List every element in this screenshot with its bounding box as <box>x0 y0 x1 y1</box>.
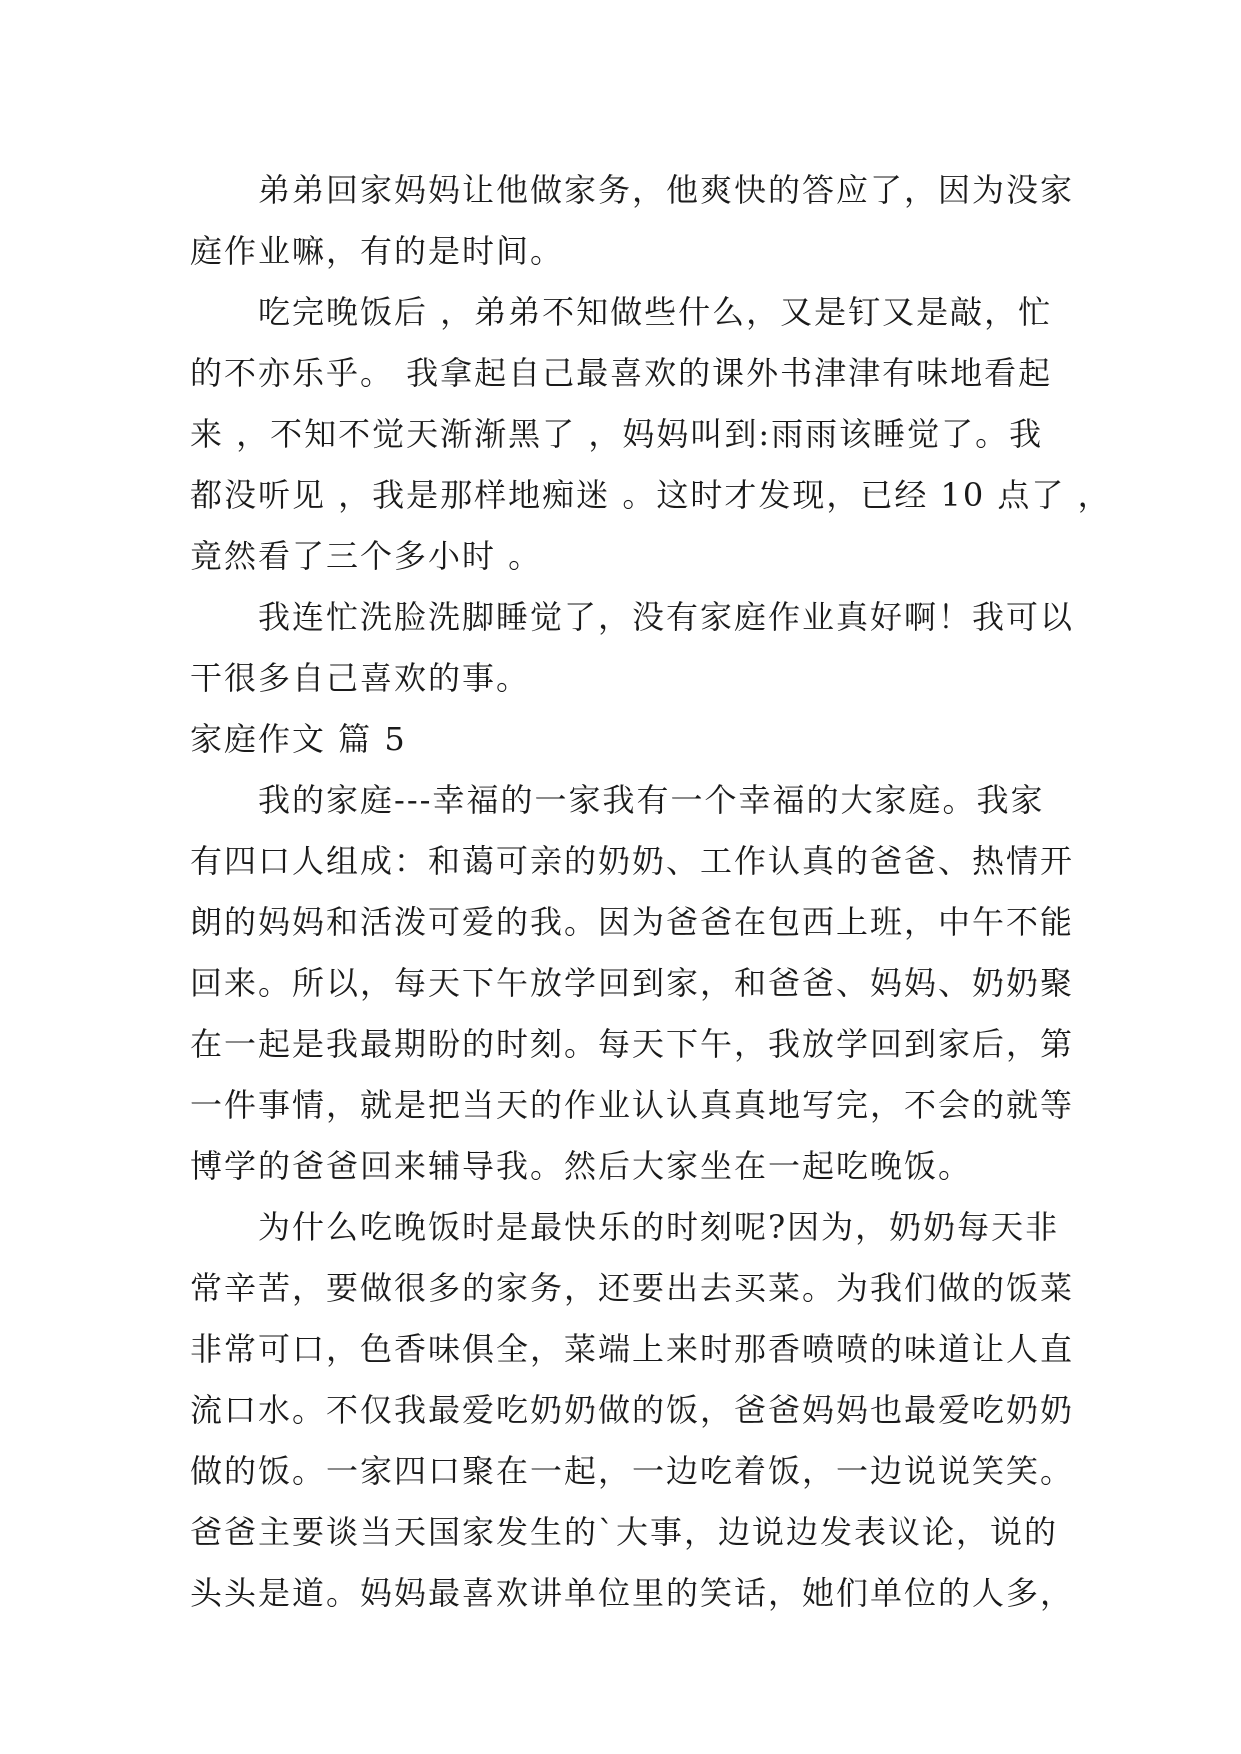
text-line: 弟弟回家妈妈让他做家务，他爽快的答应了，因为没家 <box>258 171 1075 209</box>
text-line: 为什么吃晚饭时是最快乐的时刻呢?因为，奶奶每天非 <box>258 1208 1060 1246</box>
text-line: 我连忙洗脸洗脚睡觉了，没有家庭作业真好啊！我可以 <box>258 598 1075 636</box>
text-line: 竟然看了三个多小时 。 <box>190 537 543 575</box>
document-body <box>190 160 1112 1624</box>
section-heading: 家庭作文 篇 5 <box>190 720 407 758</box>
text-line: 朗的妈妈和活泼可爱的我。因为爸爸在包西上班，中午不能 <box>190 903 1075 941</box>
text-line: 庭作业嘛，有的是时间。 <box>190 232 565 270</box>
text-line: 吃完晚饭后 ，弟弟不知做些什么，又是钉又是敲，忙 <box>258 293 1053 331</box>
text-line: 一件事情，就是把当天的作业认认真真地写完，不会的就等 <box>190 1086 1075 1124</box>
text-line: 的不亦乐乎。 我拿起自己最喜欢的课外书津津有味地看起 <box>190 354 1053 392</box>
text-line: 干很多自己喜欢的事。 <box>190 659 531 697</box>
text-line: 来 ，不知不觉天渐渐黑了 ，妈妈叫到:雨雨该睡觉了。我 <box>190 415 1044 453</box>
text-line: 做的饭。一家四口聚在一起，一边吃着饭，一边说说笑笑。 <box>190 1452 1075 1490</box>
text-line: 回来。所以，每天下午放学回到家，和爸爸、妈妈、奶奶聚 <box>190 964 1075 1002</box>
text-line: 我的家庭---幸福的一家我有一个幸福的大家庭。我家 <box>258 781 1045 819</box>
text-line: 头头是道。妈妈最喜欢讲单位里的笑话，她们单位的人多， <box>190 1574 1075 1612</box>
text-line: 博学的爸爸回来辅导我。然后大家坐在一起吃晚饭。 <box>190 1147 973 1185</box>
text-line: 流口水。不仅我最爱吃奶奶做的饭，爸爸妈妈也最爱吃奶奶 <box>190 1391 1075 1429</box>
text-line: 爸爸主要谈当天国家发生的`大事，边说边发表议论，说的 <box>190 1513 1059 1551</box>
text-line: 都没听见 ，我是那样地痴迷 。这时才发现，已经 10 点了 ， <box>190 476 1112 514</box>
text-line: 非常可口，色香味俱全，菜端上来时那香喷喷的味道让人直 <box>190 1330 1075 1368</box>
text-line: 常辛苦，要做很多的家务，还要出去买菜。为我们做的饭菜 <box>190 1269 1075 1307</box>
text-line: 在一起是我最期盼的时刻。每天下午，我放学回到家后，第 <box>190 1025 1075 1063</box>
text-line: 有四口人组成：和蔼可亲的奶奶、工作认真的爸爸、热情开 <box>190 842 1075 880</box>
